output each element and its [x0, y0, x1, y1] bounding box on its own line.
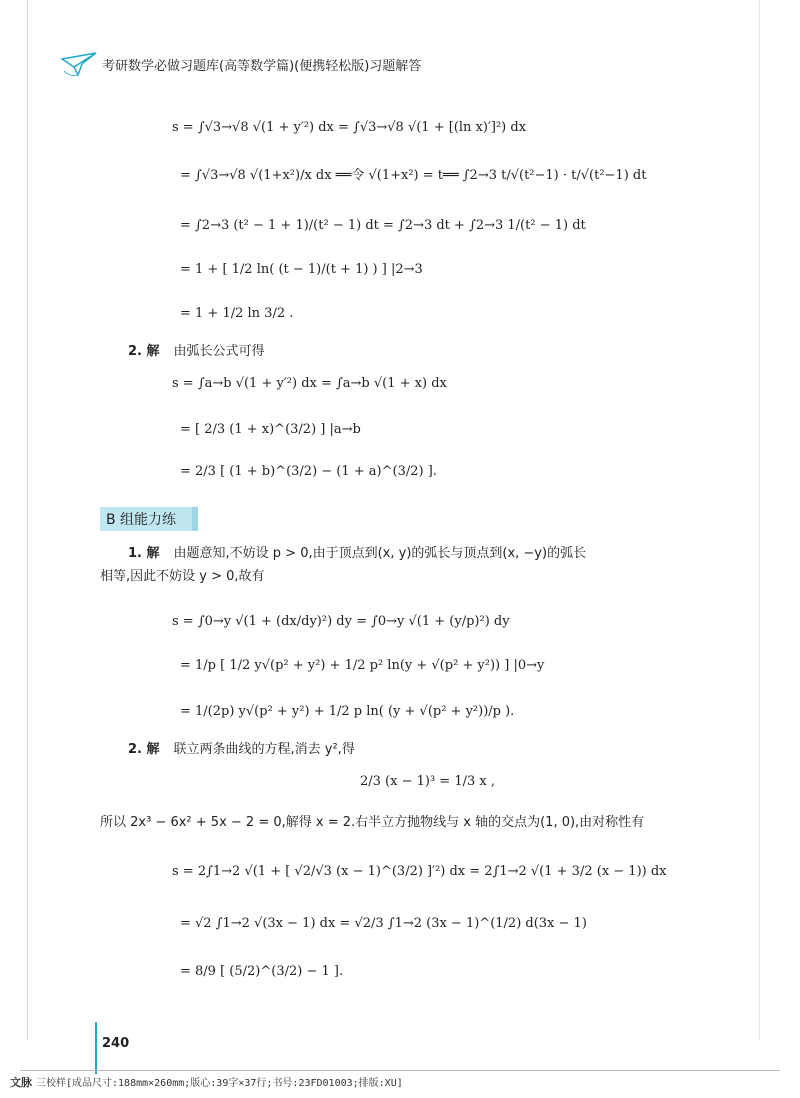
question-b2 [128, 738, 355, 757]
formula-b1: s = ∫0→y √(1 + (dx/dy)²) dy = ∫0→y √(1 + (y/p)²) dy [172, 614, 510, 629]
page-frame-right [759, 0, 760, 1040]
formula-b6: = √2 ∫1→2 √(3x − 1) dx = √2/3 ∫1→2 (3x − 1)^(1/2) d(3x − 1) [180, 916, 587, 931]
page-frame-left [27, 0, 28, 1040]
footer-rule [20, 1070, 780, 1071]
question-b2-text-2: 所以 2x³ − 6x² + 5x − 2 = 0,解得 x = 2.右半立方抛物线与 x 轴的交点为(1, 0),由对称性有 [100, 815, 645, 830]
section-b-title: B 组能力练 [106, 512, 177, 528]
page-number: 240 [102, 1036, 130, 1051]
formula-b5: s = 2∫1→2 √(1 + [ √2/√3 (x − 1)^(3/2) ]′²) dx = 2∫1→2 √(1 + 3/2 (x − 1)) dx [172, 864, 667, 879]
formula-a4: = 1 + [ 1/2 ln( (t − 1)/(t + 1) ) ] |2→3 [180, 262, 423, 277]
formula-b7: = 8/9 [ (5/2)^(3/2) − 1 ]. [180, 964, 344, 979]
print-footer [10, 1074, 403, 1090]
section-b-tag [100, 507, 192, 531]
formula-a6: s = ∫a→b √(1 + y′²) dx = ∫a→b √(1 + x) dx [172, 376, 447, 391]
question-b2-text: 联立两条曲线的方程,消去 y²,得 [173, 742, 355, 757]
question-b1-text-2: 相等,因此不妨设 y > 0,故有 [100, 569, 265, 584]
formula-b3: = 1/(2p) y√(p² + y²) + 1/2 p ln( (y + √(p² + y²))/p ). [180, 704, 515, 719]
formula-a3: = ∫2→3 (t² − 1 + 1)/(t² − 1) dt = ∫2→3 dt + ∫2→3 1/(t² − 1) dt [180, 218, 586, 233]
paper-plane-icon [60, 49, 100, 79]
question-a2 [128, 340, 265, 359]
footer-info: 三校样[成品尺寸:188mm×260mm;版心:39字×37行;书号:23FD01003;排版:XU] [36, 1078, 403, 1089]
question-a2-label: 2. 解 [128, 344, 160, 359]
question-a2-text: 由弧长公式可得 [173, 344, 265, 359]
page-number-rule [95, 1022, 97, 1074]
formula-a5: = 1 + 1/2 ln 3/2 . [180, 306, 294, 321]
formula-b2: = 1/p [ 1/2 y√(p² + y²) + 1/2 p² ln(y + √(p² + y²)) ] |0→y [180, 658, 545, 673]
formula-a1: s = ∫√3→√8 √(1 + y′²) dx = ∫√3→√8 √(1 + [(ln x)′]²) dx [172, 120, 527, 135]
formula-a8: = 2/3 [ (1 + b)^(3/2) − (1 + a)^(3/2) ]. [180, 464, 437, 479]
running-header [60, 52, 421, 76]
question-b1-label: 1. 解 [128, 546, 160, 561]
header-title: 考研数学必做习题库(高等数学篇)(便携轻松版)习题解答 [102, 58, 422, 74]
formula-a7: = [ 2/3 (1 + x)^(3/2) ] |a→b [180, 422, 361, 437]
formula-a2: = ∫√3→√8 √(1+x²)/x dx ══令 √(1+x²) = t══ ∫2→3 t/√(t²−1) · t/√(t²−1) dt [180, 168, 647, 183]
question-b2-label: 2. 解 [128, 742, 160, 757]
question-b1-text-1: 由题意知,不妨设 p > 0,由于顶点到(x, y)的弧长与顶点到(x, −y)的弧长 [173, 546, 587, 561]
formula-b4: 2/3 (x − 1)³ = 1/3 x , [360, 774, 495, 789]
footer-brand: 文脉 [10, 1076, 32, 1089]
question-b1 [128, 543, 586, 565]
